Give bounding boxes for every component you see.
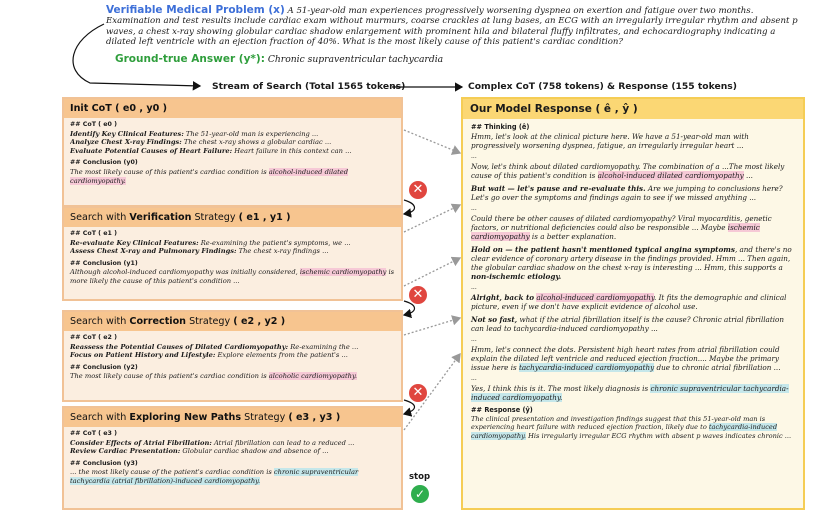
para-text: Could there be other causes of dilated cardiomyopathy? Viral myocarditis, genetic factors, or nutritional deficiencies could also be responsible ... Maybe [471, 214, 772, 232]
conclusion-prefix: Although alcohol-induced cardiomyopathy was initially considered, [70, 268, 300, 277]
conclusion-highlight: chronic supraventricular tachycardia (atrial fibrillation)-induced cardiomyopathy. [70, 468, 359, 485]
correction-panel [62, 310, 403, 402]
cot-line-text: Atrial fibrillation can lead to a reduced ... [211, 438, 355, 447]
para-text: The clinical presentation and investigation findings suggest that this 51-year-old man is experiencing heart failure with reduced ejection fraction, likely due to [471, 415, 766, 432]
verification-panel [62, 206, 403, 301]
cot-line-text: The chest x-ray findings ... [236, 247, 329, 256]
para-text: what if the atrial fibrillation itself is the cause? Chronic atrial fibrillation can lead to tachycardia-induced cardiomyopathy ... [471, 315, 784, 333]
thinking-paragraph [471, 315, 795, 333]
cot-heading: ## CoT ( e3 ) [70, 430, 117, 437]
answer-label: Ground-true Answer (y*): [115, 53, 265, 65]
cot-line-key: Consider Effects of Atrial Fibrillation: [70, 438, 212, 447]
cot-line [70, 351, 395, 360]
cot-heading: ## CoT ( e2 ) [70, 334, 117, 341]
stream-of-search-label: Stream of Search (Total 1565 tokens) [212, 81, 406, 92]
conclusion-suffix: is more likely the cause of this patient's condition ... [70, 268, 395, 285]
para-highlight: ischemic cardiomyopathy [471, 223, 760, 241]
cot-line-key: Identify Key Clinical Features: [70, 129, 184, 138]
response-paragraph [471, 415, 795, 440]
correction-to-explore-arrow [404, 400, 415, 414]
response-heading: ## Response (ŷ) [471, 406, 533, 414]
thinking-paragraph [471, 245, 795, 281]
para-text: Are we jumping to conclusions here? Let's go over the symptoms and findings again to see if we missed anything ... [471, 184, 783, 202]
conclusion-prefix: The most likely cause of this patient's cardiac condition is [70, 372, 269, 381]
para-highlight: alcohol-induced cardiomyopathy [536, 293, 654, 302]
cot-line-text: Explore elements from the patient's ... [215, 351, 348, 360]
map-correction-to-alright [404, 318, 460, 335]
exploring-new-paths-panel [62, 406, 403, 510]
wrong-x-icon: ✕ [409, 181, 427, 199]
cot-line-key: Review Cardiac Presentation: [70, 447, 181, 456]
para-text: . It fits the demographic and clinical picture, even if we don't have explicit evidence of alcohol use. [471, 293, 787, 311]
conclusion-text [70, 372, 395, 381]
cot-heading: ## CoT ( e0 ) [70, 121, 117, 128]
panel-title [64, 99, 401, 118]
panel-title-vars: e0 , y0 ) [122, 103, 168, 114]
cot-line [70, 343, 395, 352]
cot-line [70, 130, 395, 139]
cot-line [70, 239, 395, 248]
strategy-name: Exploring New Paths [129, 412, 242, 423]
thinking-paragraph [471, 214, 795, 241]
para-text: Now, let's think about dilated cardiomyopathy. The combination of a ...The most likely cause of this patient's condition is [471, 162, 785, 180]
cot-heading: ## CoT ( e1 ) [70, 230, 117, 237]
para-text: His irregularly irregular ECG rhythm with absent p waves indicates chronic ... [526, 431, 792, 440]
cot-line [70, 439, 395, 448]
para-text: is a better explanation. [529, 232, 617, 241]
panel-title-text: Search with [70, 212, 130, 223]
thinking-paragraph [471, 384, 795, 402]
cot-line-text: Re-examining the ... [288, 342, 359, 351]
model-response-title: Our Model Response ( ê , ŷ ) [463, 99, 803, 119]
map-init-to-thinking [404, 130, 460, 153]
map-ischemic-to-holdon [404, 258, 460, 286]
para-text: Hmm, let's connect the dots. Persistent high heart rates from atrial fibrillation could explain the dilated left ventricle and reduced ejection fraction.... Maybe the primary issue here is [471, 345, 780, 372]
panel-title-vars: ( e1 , y1 ) [238, 212, 291, 223]
cot-line-key: Assess Chest X-ray and Pulmonary Findings: [70, 247, 237, 256]
para-highlight: tachycardia-induced cardiomyopathy. [471, 423, 778, 440]
cot-line-text: Heart failure in this context can ... [232, 146, 352, 155]
cot-line [70, 138, 395, 147]
para-bold: non-ischemic etiology. [471, 272, 562, 281]
conclusion-heading: ## Conclusion (y2) [70, 363, 138, 371]
para-bold: But wait — let's pause and re-evaluate this. [471, 184, 646, 193]
cot-line-key: Reassess the Potential Causes of Dilated Cardiomyopathy: [70, 342, 289, 351]
cot-line [70, 247, 395, 256]
model-response-panel: Our Model Response ( ê , ŷ ) ## Thinking (ê) Hmm, let's look at the clinical picture here. We have a 51-year-old man with progressively worsening dyspnea, fatigue, an irregularly irregular heart ... ... Now, let's think about dilated cardiomyopathy. The combination of a ...The most likely cause of this patient's condition is alcohol-induced dilated cardiomyopathy ... But wait — let's pause and re-evaluate this. Are we jumping to conclusions here? Let's go over the symptoms and findings again to see if we missed anything ... ... Could there be other causes of dilated cardiomyopathy? Viral myocarditis, genetic factors, or nutritional deficiencies could also be responsible ... Maybe ischemic cardiomyopathy is a better explanation. Hold on — the patient hasn't mentioned typical angina symptoms, and there's no clear evidence of coronary artery disease in the findings provided. Hmm ... Then again, the globular cardiac shadow on the chest x-ray is interesting ... Hmm, this supports a non-ischemic etiology. ... Alright, back to alcohol-induced cardiomyopathy. It fits the demographic and clinical picture, even if we don't have explicit evidence of alcohol use. Not so fast, what if the atrial fibrillation itself is the cause? Chronic atrial fibrillation can lead to tachycardia-induced cardiomyopathy ... ... Hmm, let's connect the dots. Persistent high heart rates from atrial fibrillation could explain the dilated left ventricle and reduced ejection fraction.... Maybe the primary issue here is tachycardia-induced cardiomyopathy due to chronic atrial fibrillation ... ... Yes, I think this is it. The most likely diagnosis is chronic supraventricular tachycardia-induced cardiomyopathy. ## Response (ŷ) The clinical presentation and investigation findings suggest that this 51-year-old man is experiencing heart failure with reduced ejection fraction, likely due to tachycardia-induced cardiomyopathy. His irregularly irregular ECG rhythm with absent p waves indicates chronic ... [461, 97, 805, 510]
panel-title-text: Init CoT ( [70, 103, 123, 114]
conclusion-text [70, 268, 395, 285]
conclusion-highlight: alcohol-induced dilated cardiomyopathy. [70, 167, 349, 185]
strategy-name: Correction [129, 316, 187, 327]
cot-line-key: Re-evaluate Key Clinical Features: [70, 238, 199, 247]
thinking-paragraph [471, 345, 795, 372]
conclusion-prefix: ... the most likely cause of the patient's cardiac condition is [70, 468, 274, 477]
problem-text: A 51-year-old man experiences progressively worsening dyspnea on exertion and fatigue over two months. Examination and test results include cardiac exam without murmurs, coarse crackles at lung bases, an ECG with an irregularly irregular rhythm and absent p waves, a chest x-ray showing globular cardiac shadow enlargement with prominent hila and bilateral fluffy infiltrates, and echocardiography indicating a dilated left ventricle with an ejection fraction of 40%. What is the most likely cause of this patient's cardiac condition? [106, 6, 798, 48]
para-text: ... [743, 171, 753, 180]
para-text: Yes, I think this is it. The most likely diagnosis is [471, 384, 651, 393]
complex-cot-label: Complex CoT (758 tokens) & Response (155 tokens) [468, 81, 737, 92]
cot-line-text: The chest x-ray shows a globular cardiac ... [181, 138, 332, 147]
panel-title-mid: Strategy [186, 316, 234, 327]
init-to-verification-arrow [404, 200, 415, 214]
problem-label: Verifiable Medical Problem (x) [106, 4, 285, 16]
panel-title-text: Search with [70, 412, 130, 423]
conclusion-prefix: The most likely cause of this patient's cardiac condition is [70, 167, 269, 176]
conclusion-highlight: alcoholic cardiomyopathy. [268, 372, 357, 381]
para-bold: Hold on — the patient hasn't mentioned typical angina symptoms [471, 245, 735, 254]
para-text: due to chronic atrial fibrillation ... [654, 363, 781, 372]
panel-title [64, 312, 401, 331]
conclusion-heading: ## Conclusion (y3) [70, 459, 138, 467]
stop-label: stop [409, 472, 431, 482]
para-bold: Alright, back to [471, 293, 535, 302]
cot-line-text: Re-examining the patient's symptoms, we ... [198, 238, 351, 247]
cot-line-key: Analyze Chest X-ray Findings: [70, 138, 182, 147]
wrong-x-icon: ✕ [409, 384, 427, 402]
cot-line [70, 447, 395, 456]
panel-title-vars: ( e2 , y2 ) [233, 316, 286, 327]
para-highlight: tachycardia-induced cardiomyopathy [518, 363, 655, 372]
answer-text: Chronic supraventricular tachycardia [267, 54, 444, 65]
para-bold: Not so fast, [471, 315, 518, 324]
conclusion-text [70, 468, 395, 485]
thinking-paragraph: Hmm, let's look at the clinical picture here. We have a 51-year-old man with progressively worsening dyspnea, fatigue, an irregularly irregular heart ... [471, 132, 749, 150]
conclusion-heading: ## Conclusion (y1) [70, 259, 138, 267]
panel-title-mid: Strategy [241, 412, 289, 423]
conclusion-highlight: ischemic cardiomyopathy [299, 268, 387, 277]
cot-line-key: Focus on Patient History and Lifestyle: [70, 351, 216, 360]
init-cot-panel [62, 97, 403, 207]
para-highlight: chronic supraventricular tachycardia-induced cardiomyopathy. [471, 384, 789, 402]
panel-title [64, 408, 401, 427]
cot-line-text: Globular cardiac shadow and absence of ... [180, 447, 329, 456]
conclusion-text [70, 168, 395, 185]
cot-line [70, 147, 395, 156]
thinking-paragraph [471, 162, 795, 180]
thinking-paragraph [471, 293, 795, 311]
panel-title-text: Search with [70, 316, 130, 327]
para-highlight: alcohol-induced dilated cardiomyopathy [597, 171, 744, 180]
panel-title-mid: Strategy [191, 212, 239, 223]
map-verification-to-wait [404, 205, 460, 232]
verification-to-correction-arrow [404, 301, 415, 315]
thinking-heading: ## Thinking (ê) [471, 123, 530, 131]
para-text: , and there's no clear evidence of coronary artery disease in the findings provided. Hmm ... Then again, the globular cardiac shadow on the chest x-ray is interesting ... Hmm, this supports a [471, 245, 792, 272]
wrong-x-icon: ✕ [409, 286, 427, 304]
strategy-name: Verification [129, 212, 192, 223]
cot-line-key: Evaluate Potential Causes of Heart Failure: [70, 146, 233, 155]
problem-to-stream-arrow [73, 24, 200, 86]
check-icon: ✓ [411, 485, 429, 503]
thinking-paragraph [471, 184, 795, 202]
panel-title-vars: ( e3 , y3 ) [288, 412, 341, 423]
panel-title [64, 208, 401, 227]
cot-line-text: The 51-year-old man is experiencing ... [183, 129, 319, 138]
conclusion-heading: ## Conclusion (y0) [70, 159, 138, 167]
